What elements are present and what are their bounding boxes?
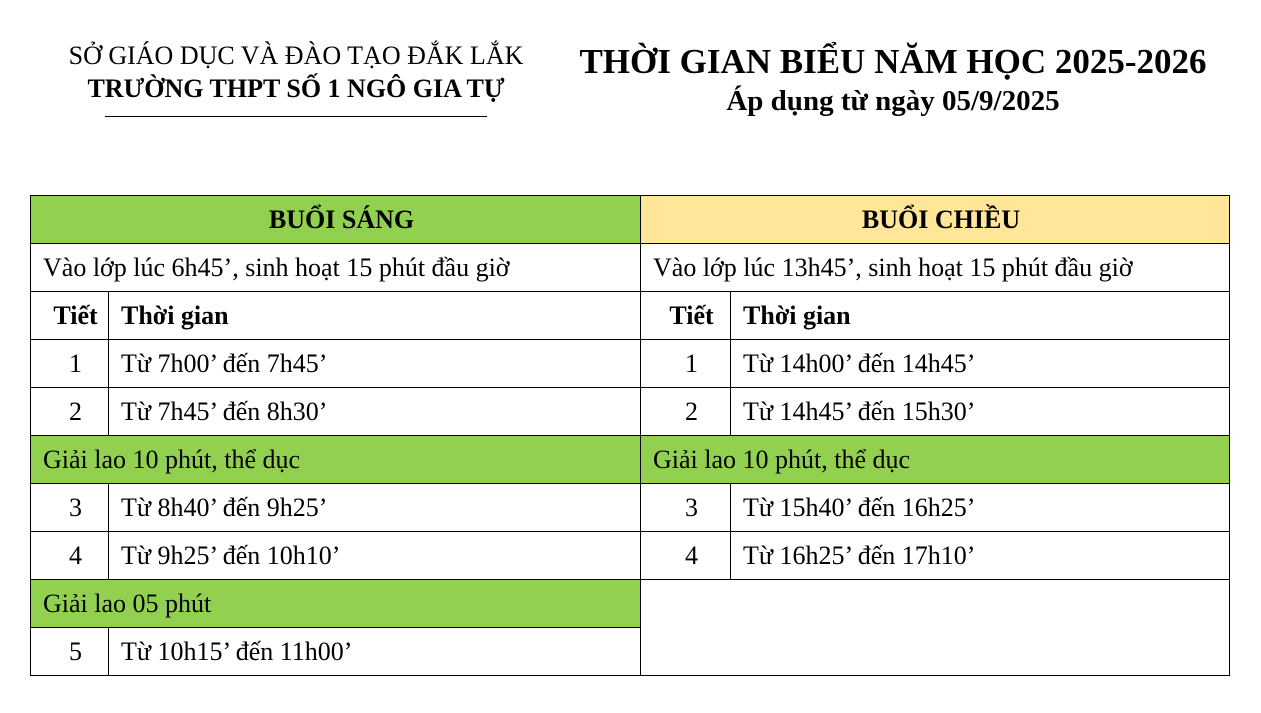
morning-break-2: Giải lao 05 phút: [31, 580, 641, 628]
period-number: 2: [31, 388, 109, 436]
page-title: THỜI GIAN BIỂU NĂM HỌC 2025-2026: [579, 42, 1207, 81]
morning-start-note: Vào lớp lúc 6h45’, sinh hoạt 15 phút đầu giờ: [31, 244, 641, 292]
department-name: SỞ GIÁO DỤC VÀ ĐÀO TẠO ĐẮK LẮK: [68, 41, 524, 70]
title-block: [560, 40, 1226, 118]
period-time: Từ 9h25’ đến 10h10’: [109, 532, 641, 580]
morning-break-1: Giải lao 10 phút, thể dục: [31, 436, 641, 484]
start-note-row: [31, 244, 1230, 292]
period-time: Từ 7h45’ đến 8h30’: [109, 388, 641, 436]
table-row: [31, 484, 1230, 532]
period-time: Từ 15h40’ đến 16h25’: [731, 484, 1230, 532]
afternoon-time-header: Thời gian: [731, 292, 1230, 340]
period-time: Từ 16h25’ đến 17h10’: [731, 532, 1230, 580]
period-time: Từ 14h00’ đến 14h45’: [731, 340, 1230, 388]
period-number: 1: [641, 340, 731, 388]
afternoon-break-1: Giải lao 10 phút, thể dục: [641, 436, 1230, 484]
afternoon-period-header: Tiết: [641, 292, 731, 340]
morning-period-header: Tiết: [31, 292, 109, 340]
morning-time-header: Thời gian: [109, 292, 641, 340]
morning-session-label: BUỔI SÁNG: [31, 196, 641, 244]
afternoon-start-note: Vào lớp lúc 13h45’, sinh hoạt 15 phút đầu giờ: [641, 244, 1230, 292]
header-underline: [105, 116, 487, 117]
table-row: [31, 532, 1230, 580]
period-number: 2: [641, 388, 731, 436]
period-number: 3: [31, 484, 109, 532]
afternoon-session-label: BUỔI CHIỀU: [641, 196, 1230, 244]
period-time: Từ 10h15’ đến 11h00’: [109, 628, 641, 676]
period-number: 5: [31, 628, 109, 676]
session-row: [31, 196, 1230, 244]
break-row: [31, 580, 1230, 628]
effective-date: Áp dụng từ ngày 05/9/2025: [726, 85, 1060, 117]
period-time: Từ 14h45’ đến 15h30’: [731, 388, 1230, 436]
period-number: 3: [641, 484, 731, 532]
period-time: Từ 7h00’ đến 7h45’: [109, 340, 641, 388]
school-header: [34, 38, 558, 117]
timetable: [30, 195, 1230, 676]
afternoon-empty-cell: [641, 580, 1230, 676]
school-name: TRƯỜNG THPT SỐ 1 NGÔ GIA TỰ: [87, 74, 505, 103]
column-header-row: [31, 292, 1230, 340]
period-time: Từ 8h40’ đến 9h25’: [109, 484, 641, 532]
table-row: [31, 340, 1230, 388]
break-row: [31, 436, 1230, 484]
period-number: 4: [31, 532, 109, 580]
period-number: 1: [31, 340, 109, 388]
table-row: [31, 388, 1230, 436]
period-number: 4: [641, 532, 731, 580]
